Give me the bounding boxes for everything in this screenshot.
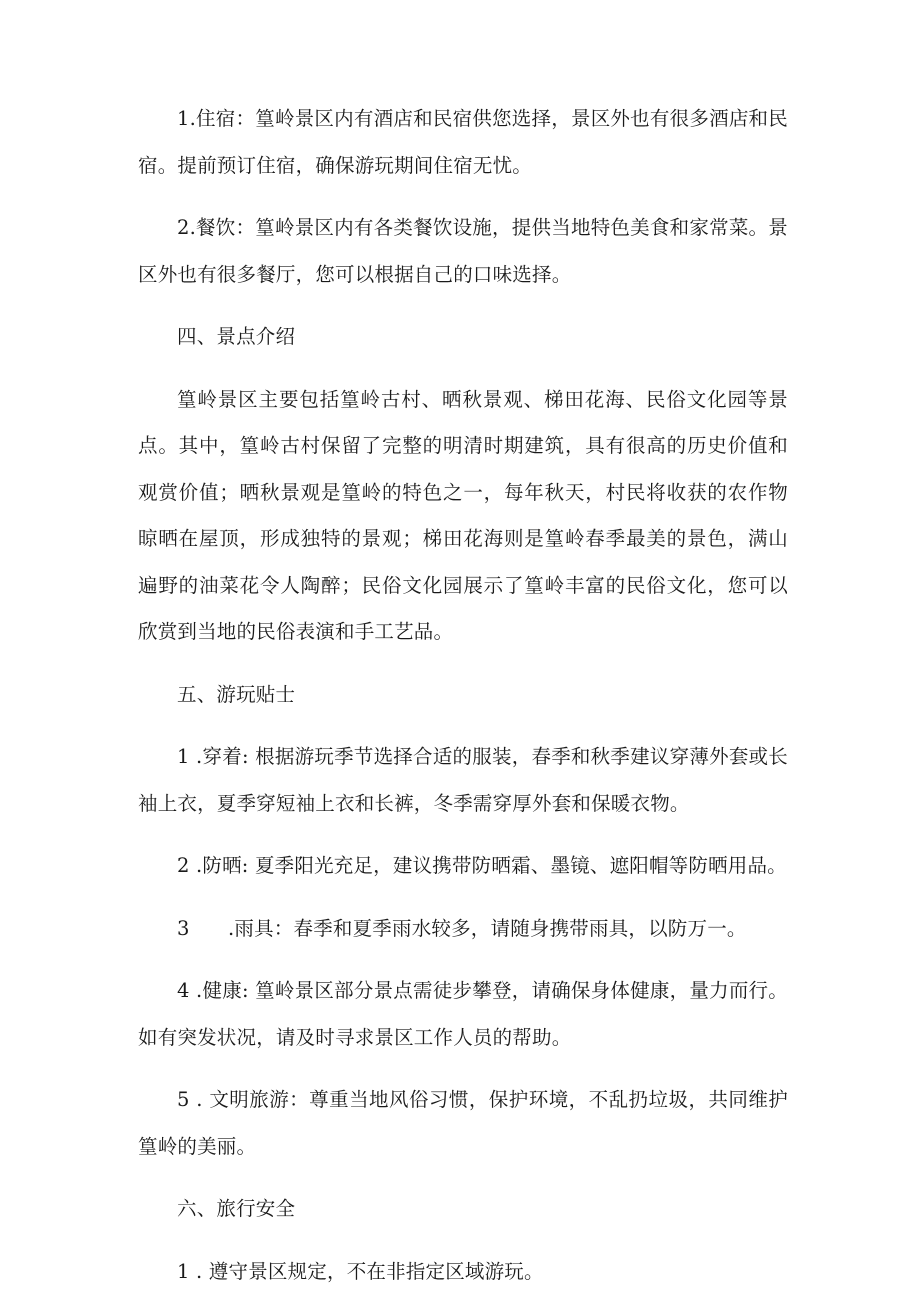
paragraph-tip-clothing: 1 .穿着: 根据游玩季节选择合适的服装，春季和秋季建议穿薄外套或长袖上衣，夏季穿短袖上衣和长裤，冬季需穿厚外套和保暖衣物。: [138, 745, 788, 815]
section-heading-safety: 六、旅行安全: [177, 1197, 296, 1220]
paragraph-attractions: 篁岭景区主要包括篁岭古村、晒秋景观、梯田花海、民俗文化园等景点。其中，篁岭古村保留了完整的明清时期建筑，具有很高的历史价值和观赏价值；晒秋景观是篁岭的特色之一，每年秋天，村民将收获的农作物晾晒在屋顶，形成独特的景观；梯田花海则是篁岭春季最美的景色，满山遍野的油菜花令人陶醉；民俗文化园展示了篁岭丰富的民俗文化，您可以欣赏到当地的民俗表演和手工艺品。: [138, 387, 788, 643]
paragraph-dining: 2.餐饮：篁岭景区内有各类餐饮设施，提供当地特色美食和家常菜。景区外也有很多餐厅，您可以根据自己的口味选择。: [138, 216, 788, 286]
paragraph-safety-1: 1 . 遵守景区规定，不在非指定区域游玩。: [177, 1259, 544, 1283]
section-heading-attractions: 四、景点介绍: [177, 325, 296, 348]
paragraph-tip-sun: 2 .防晒: 夏季阳光充足，建议携带防晒霜、墨镜、遮阳帽等防晒用品。: [177, 854, 787, 877]
paragraph-lodging: 1.住宿：篁岭景区内有酒店和民宿供您选择，景区外也有很多酒店和民宿。提前预订住宿，确保游玩期间住宿无忧。: [138, 107, 788, 177]
paragraph-tip-health: 4 .健康: 篁岭景区部分景点需徒步攀登，请确保身体健康，量力而行。如有突发状况，请及时寻求景区工作人员的帮助。: [138, 979, 788, 1049]
section-heading-tips: 五、游玩贴士: [177, 682, 296, 706]
document-body: [138, 96, 788, 1311]
paragraph-tip-civility: 5 . 文明旅游：尊重当地风俗习惯，保护环境，不乱扔垃圾，共同维护篁岭的美丽。: [138, 1088, 788, 1158]
paragraph-tip-rain: 3 .雨具：春季和夏季雨水较多，请随身携带雨具，以防万一。: [177, 916, 747, 940]
